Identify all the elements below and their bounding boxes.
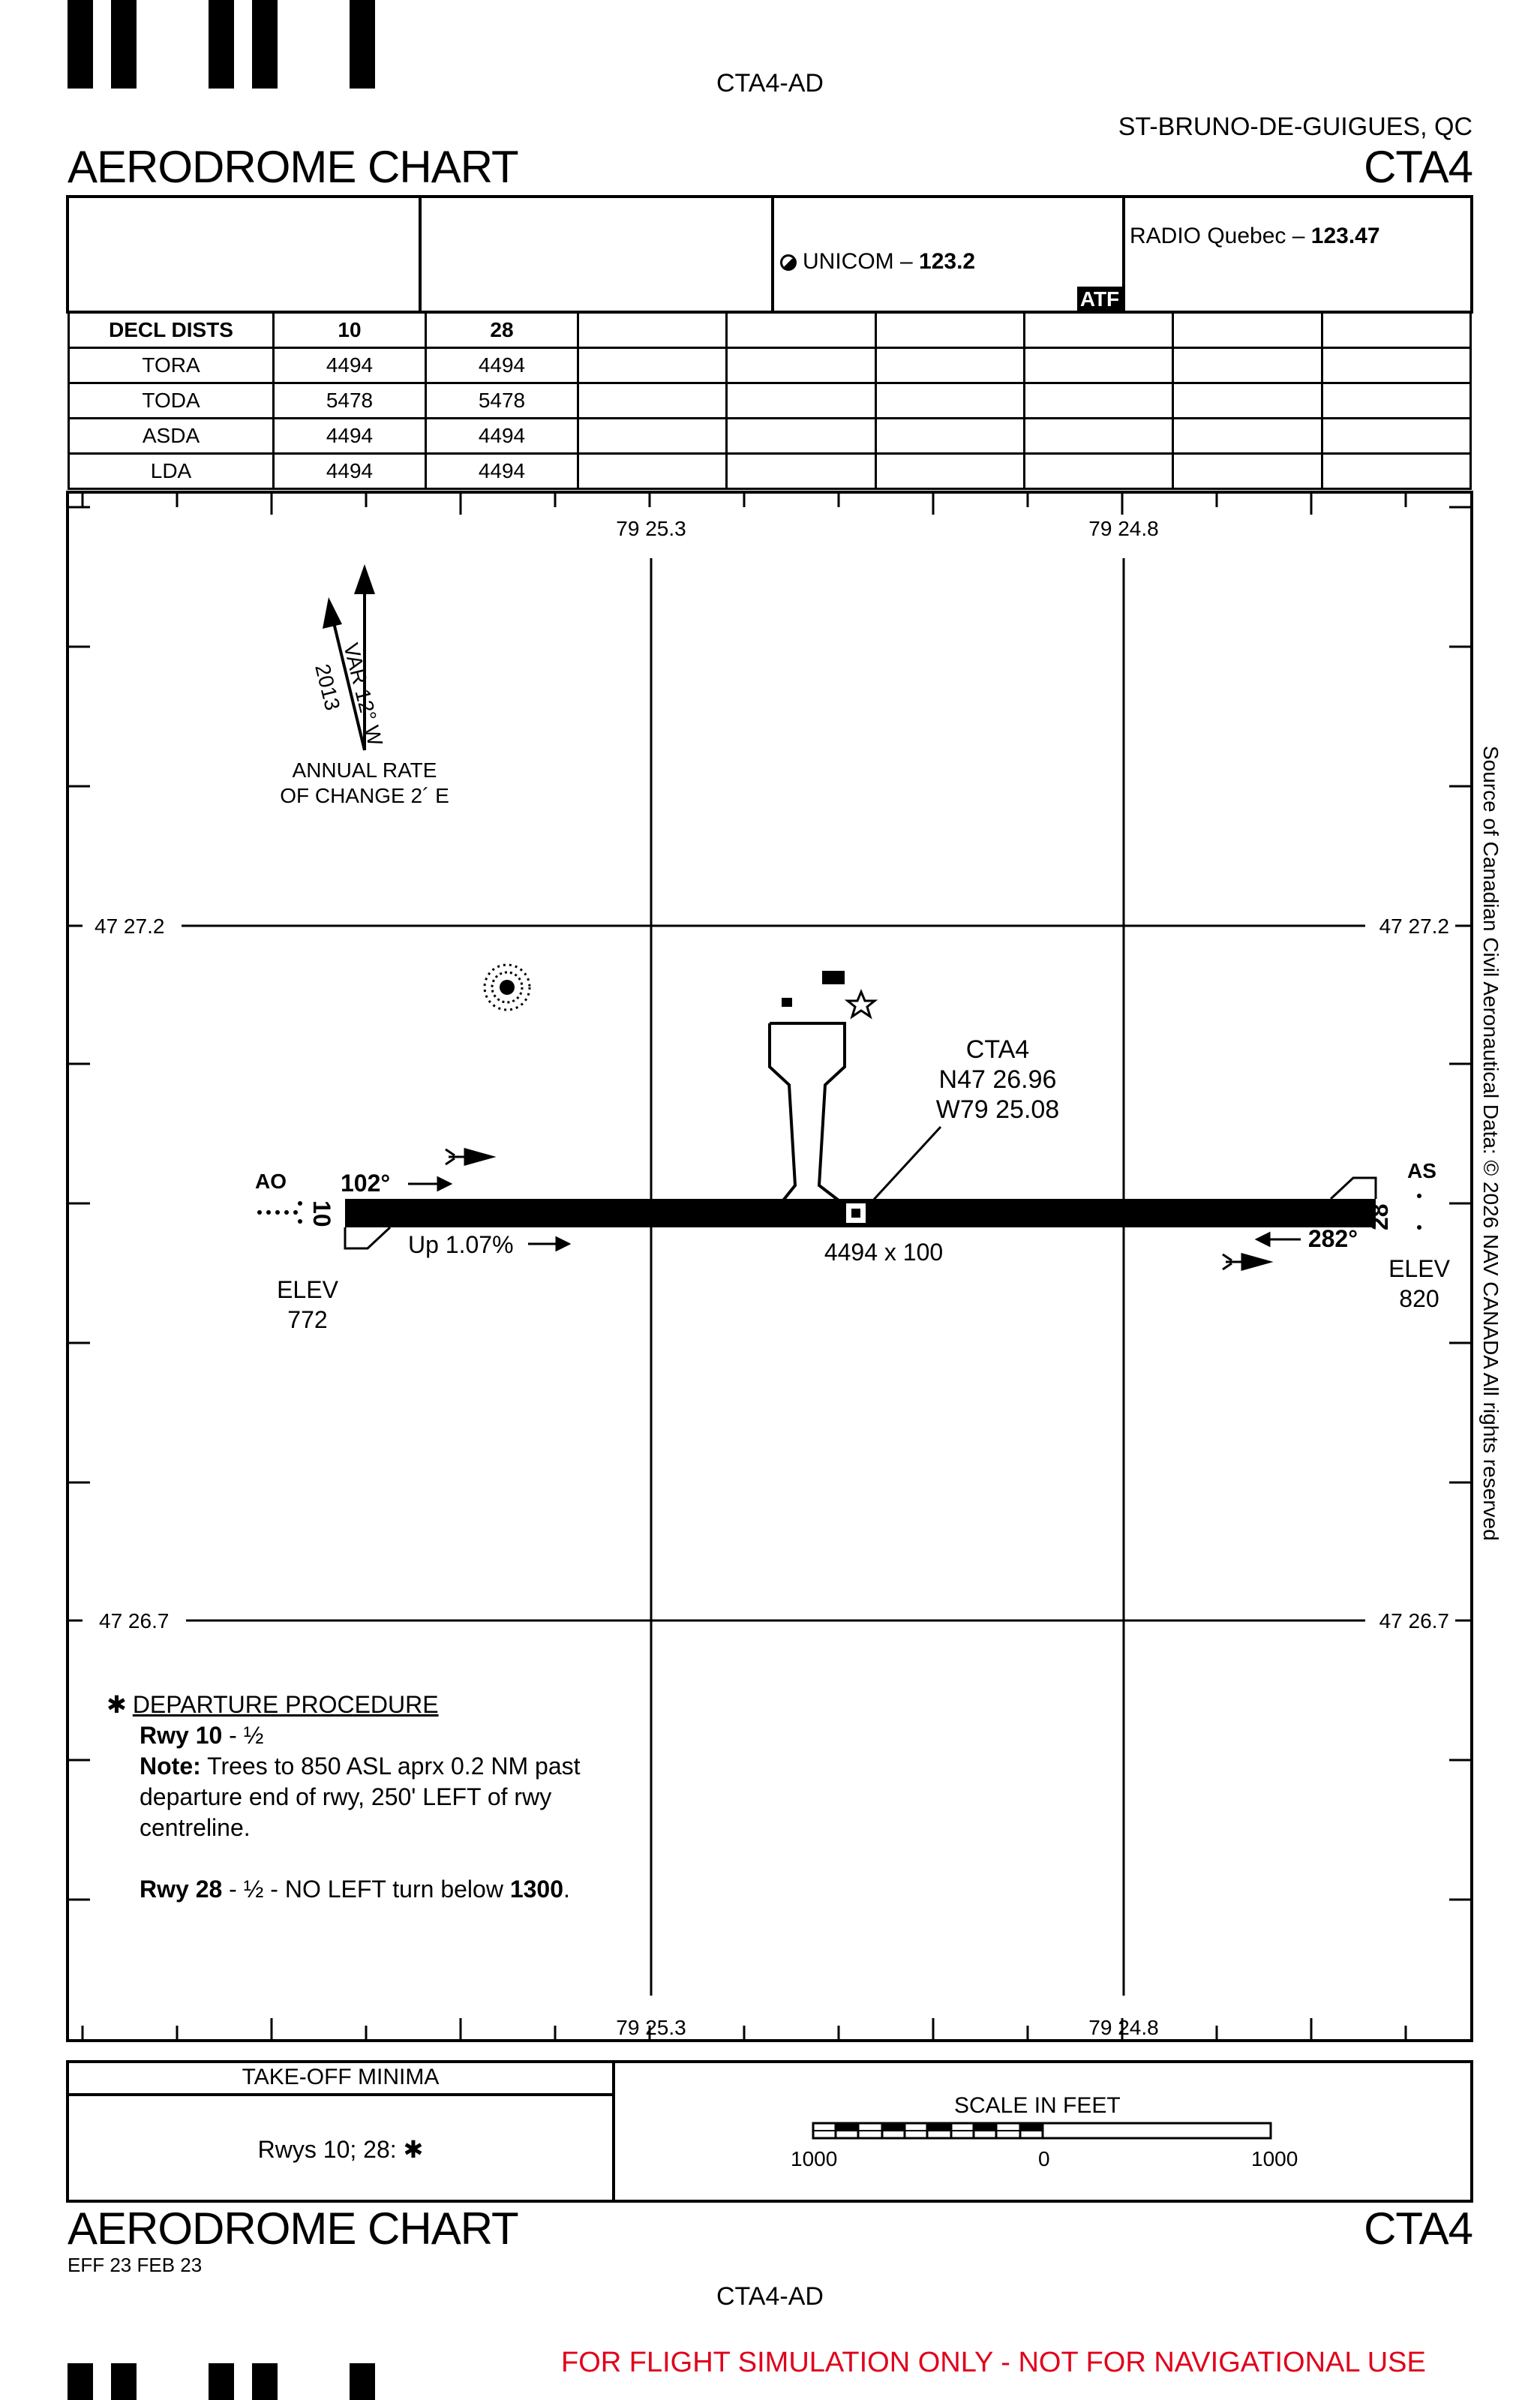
lon-label-west-top: 79 25.3 xyxy=(616,517,686,540)
takeoff-minima-title: TAKE-OFF MINIMA xyxy=(242,2065,440,2089)
arp-ident: CTA4 xyxy=(965,1035,1030,1064)
top-ticks xyxy=(83,492,1406,515)
magnetic-year: 2013 xyxy=(311,661,345,713)
lon-label-east-top: 79 24.8 xyxy=(1088,517,1159,540)
footer-ident: CTA4 xyxy=(1364,2203,1472,2254)
doc-code-top: CTA4-AD xyxy=(716,69,824,98)
runway-10-number: 10 xyxy=(308,1200,335,1227)
lat-label-south-left: 47 26.7 xyxy=(99,1609,170,1633)
lat-label-south-right: 47 26.7 xyxy=(1379,1609,1449,1633)
arp-longitude: W79 25.08 xyxy=(935,1095,1060,1124)
radio-entry: RADIO Quebec – 123.47 xyxy=(1130,224,1380,248)
apron xyxy=(770,1023,845,1200)
building-icon xyxy=(822,971,845,984)
table-row: TODA 5478 5478 xyxy=(69,383,1471,419)
annual-rate-line1: ANNUAL RATE xyxy=(292,758,437,782)
footer-chart-title: AERODROME CHART xyxy=(68,2203,518,2254)
unicom-entry: UNICOM – 123.2 xyxy=(780,249,975,275)
lat-label-north-right: 47 27.2 xyxy=(1379,915,1449,938)
lighting-dots-10 xyxy=(257,1201,302,1224)
source-note: Source of Canadian Civil Aeronautical Data: © 2026 NAV CANADA All rights reserved xyxy=(1479,746,1502,1541)
lighting-dots-28 xyxy=(1417,1194,1421,1230)
star-icon xyxy=(848,992,875,1017)
beacon-icon xyxy=(485,965,530,1010)
departure-procedure: ✱ DEPARTURE PROCEDURE Rwy 10 - ½ Note: Trees to 850 ASL aprx 0.2 NM past departure end of rwy, 250' LEFT of rwy centreline. Rwy 28 - ½ - NO LEFT turn below 1300. xyxy=(107,1691,581,1903)
radio-frequency: 123.47 xyxy=(1310,224,1380,248)
takeoff-minima-value: Rwys 10; 28: ✱ xyxy=(257,2136,424,2163)
lat-label-north-left: 47 27.2 xyxy=(95,915,165,938)
lon-label-west-bottom: 79 25.3 xyxy=(616,2016,686,2039)
scale-bar xyxy=(810,2120,1275,2150)
heading-28: 282° xyxy=(1307,1225,1358,1252)
chart-title: AERODROME CHART xyxy=(68,142,518,192)
arrow-right-icon xyxy=(408,1178,450,1190)
bottom-ticks xyxy=(83,2018,1406,2041)
lon-label-east-bottom: 79 24.8 xyxy=(1088,2016,1159,2039)
aerodrome-ident: CTA4 xyxy=(1364,142,1472,192)
elev-label-10: ELEV xyxy=(277,1276,338,1303)
arrow-right-icon xyxy=(528,1238,569,1250)
heading-10: 102° xyxy=(341,1170,391,1197)
doc-code-bottom: CTA4-AD xyxy=(716,2282,824,2311)
runway-slope: Up 1.07% xyxy=(408,1231,514,1258)
scale-right: 1000 xyxy=(1251,2147,1298,2170)
scale-left: 1000 xyxy=(791,2147,838,2170)
atf-badge: ATF xyxy=(1077,287,1122,312)
magnetic-variation: VAR 12° W xyxy=(339,640,388,749)
windsock-icon-west xyxy=(446,1149,492,1164)
runway-28-number: 28 xyxy=(1366,1203,1393,1230)
effective-date: EFF 23 FEB 23 xyxy=(68,2254,203,2276)
scale-mid: 0 xyxy=(1038,2147,1050,2170)
building-icon xyxy=(782,998,792,1007)
runway-dimensions: 4494 x 100 xyxy=(824,1239,944,1266)
windsock-icon-east xyxy=(1223,1254,1269,1269)
unicom-frequency: 123.2 xyxy=(919,249,976,274)
departure-title: DEPARTURE PROCEDURE xyxy=(132,1691,439,1718)
location-name: ST-BRUNO-DE-GUIGUES, QC xyxy=(1118,113,1472,141)
arp-latitude: N47 26.96 xyxy=(938,1065,1057,1094)
scale-title: SCALE IN FEET xyxy=(954,2093,1121,2118)
departure-star-icon: ✱ xyxy=(107,1691,127,1718)
elev-10: 772 xyxy=(287,1306,328,1333)
elev-label-28: ELEV xyxy=(1388,1255,1450,1282)
table-row: ASDA 4494 4494 xyxy=(69,419,1471,454)
approach-lights-10: AO xyxy=(255,1170,287,1193)
annual-rate-line2: OF CHANGE 2´ E xyxy=(280,784,449,807)
table-header-row: DECL DISTS 10 28 xyxy=(69,312,1471,348)
star-icon: ✱ xyxy=(403,2136,424,2163)
approach-lights-28: AS xyxy=(1407,1159,1436,1182)
simulation-disclaimer: FOR FLIGHT SIMULATION ONLY - NOT FOR NAVIGATIONAL USE xyxy=(561,2347,1426,2378)
elev-28: 820 xyxy=(1399,1285,1439,1312)
table-row: LDA 4494 4494 xyxy=(69,454,1471,489)
arrow-left-icon xyxy=(1257,1233,1301,1245)
table-row: TORA 4494 4494 xyxy=(69,348,1471,383)
